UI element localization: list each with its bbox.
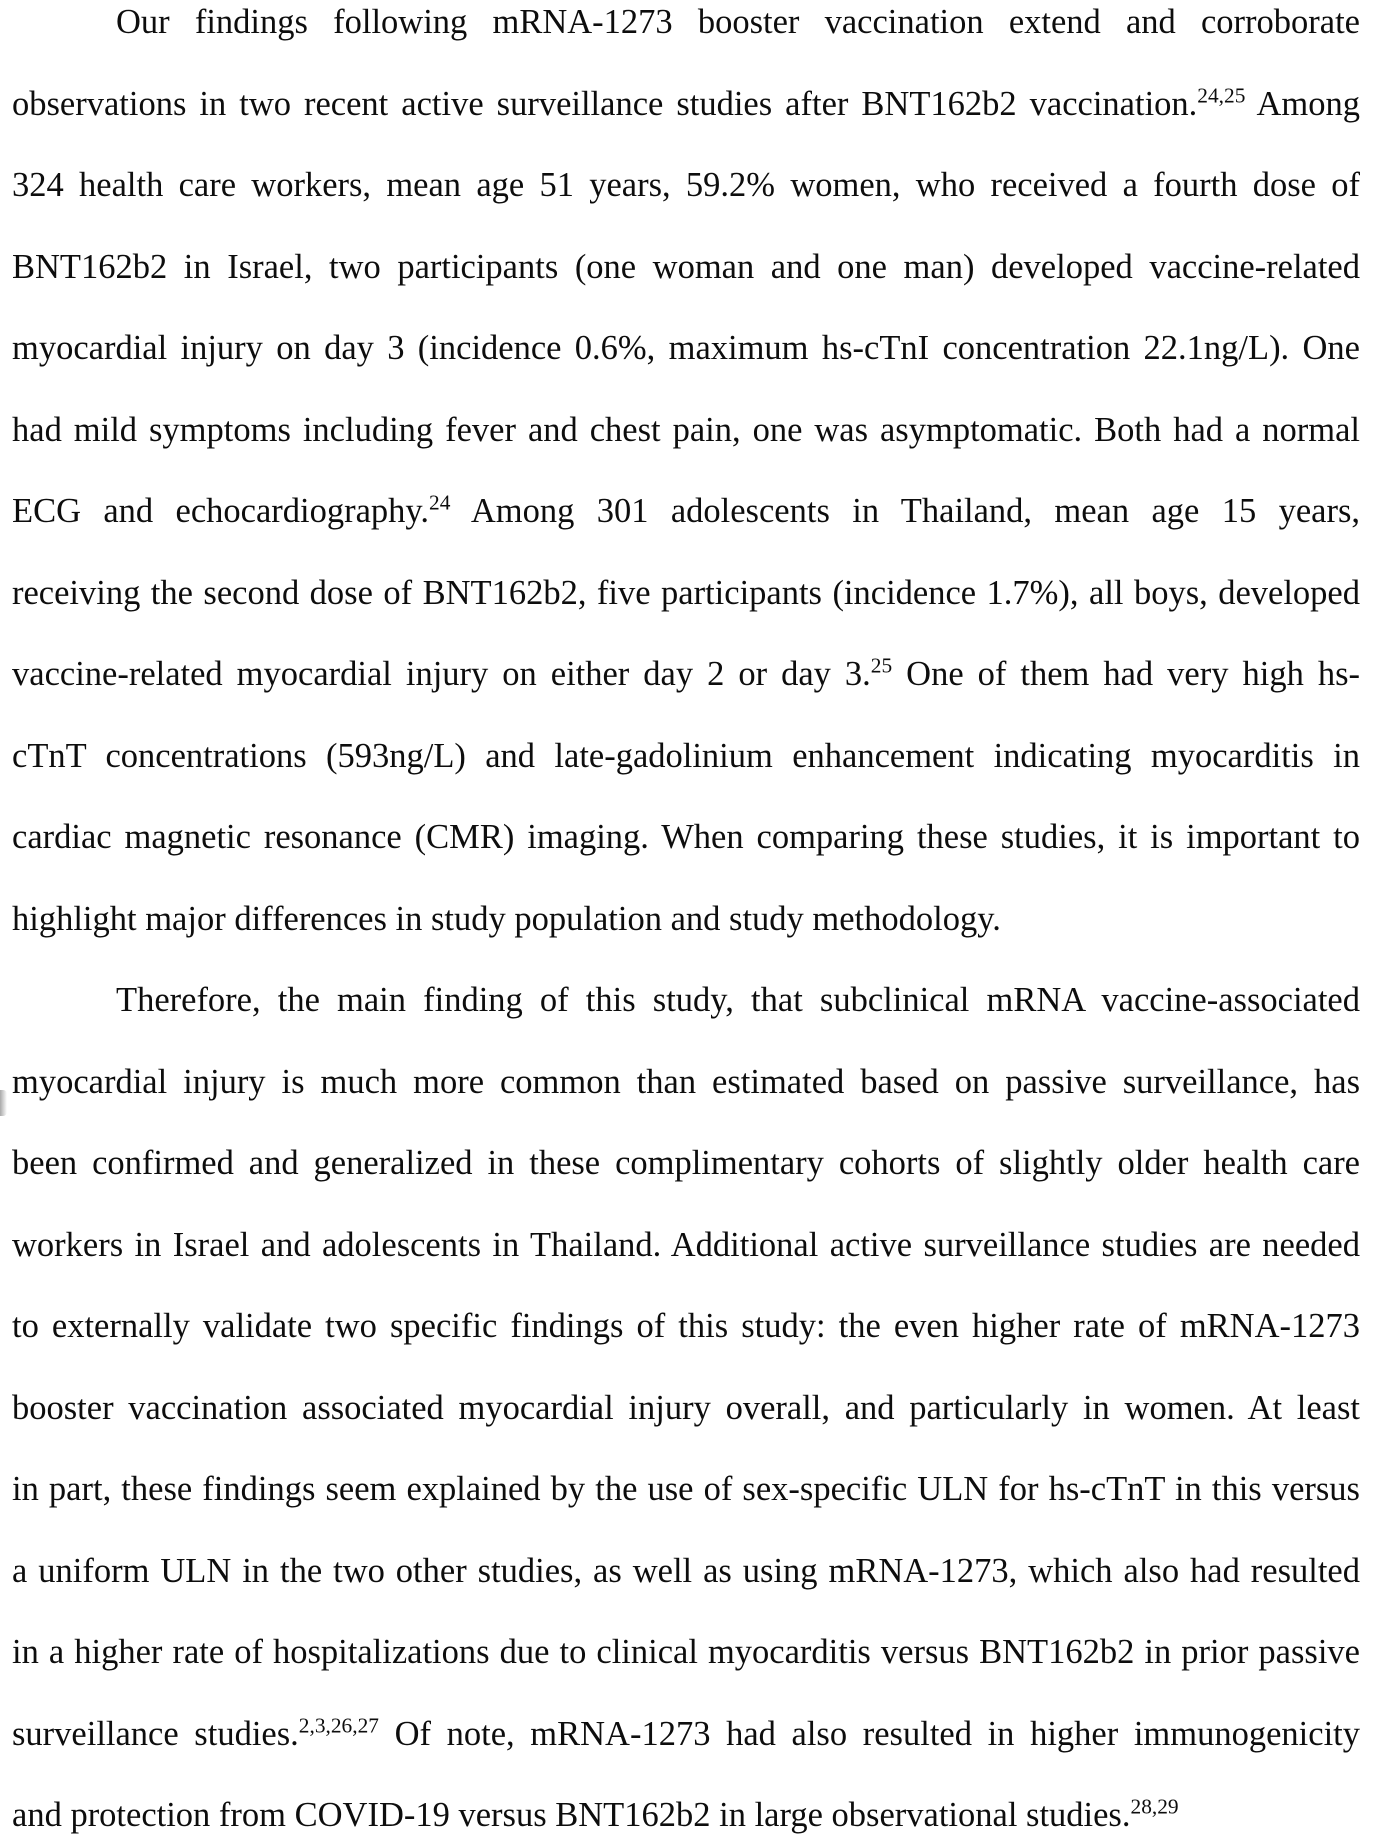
line-text: had mild symptoms including fever and chest pain, one was asymptomatic. Both had a normal [12, 410, 1360, 449]
paragraph-1 [12, 2, 1360, 939]
text-line [12, 247, 1360, 287]
line-text: myocardial injury on day 3 (incidence 0.6%, maximum hs-cTnI concentration 22.1ng/L). One [12, 329, 1360, 367]
text-line [12, 328, 1360, 368]
text-line [12, 2, 1360, 42]
text-line [12, 1632, 1360, 1672]
text-line [12, 84, 1360, 124]
line-text-continuation: One of them had very high hs- [892, 655, 1360, 693]
line-text: receiving the second dose of BNT162b2, five participants (incidence 1.7%), all boys, developed [12, 573, 1360, 612]
line-text: vaccine-related myocardial injury on either day 2 or day 3. [12, 655, 871, 693]
text-line [12, 654, 1360, 694]
citation-superscript: 24 [429, 490, 451, 515]
text-line [12, 165, 1360, 205]
line-text: 324 health care workers, mean age 51 years, 59.2% women, who received a fourth dose of [12, 166, 1360, 204]
line-text: myocardial injury is much more common than estimated based on passive surveillance, has [12, 1062, 1360, 1101]
line-text: in a higher rate of hospitalizations due to clinical myocarditis versus BNT162b2 in prior passive [12, 1633, 1360, 1671]
text-line [12, 1225, 1360, 1265]
line-text: been confirmed and generalized in these complimentary cohorts of slightly older health care [12, 1144, 1360, 1182]
text-line [12, 1551, 1360, 1591]
line-text-continuation: Among [1245, 84, 1360, 123]
text-line [12, 899, 1360, 939]
text-line [12, 1062, 1360, 1102]
line-text: surveillance studies. [12, 1714, 299, 1753]
text-line [12, 1388, 1360, 1428]
line-text: cardiac magnetic resonance (CMR) imaging. When comparing these studies, it is important to [12, 818, 1360, 856]
paragraph-2 [12, 980, 1360, 1835]
scan-artifact [0, 1090, 7, 1116]
text-line [12, 410, 1360, 450]
text-line [12, 491, 1360, 531]
line-text: cTnT concentrations (593ng/L) and late-gadolinium enhancement indicating myocarditis in [12, 736, 1360, 775]
text-line [12, 1714, 1360, 1754]
text-line [12, 573, 1360, 613]
citation-superscript: 24,25 [1197, 83, 1246, 107]
text-line [12, 817, 1360, 857]
line-text: Therefore, the main finding of this study, that subclinical mRNA vaccine-associated [116, 981, 1360, 1019]
line-text: Our findings following mRNA-1273 booster vaccination extend and corroborate [116, 3, 1360, 41]
line-text: a uniform ULN in the two other studies, as well as using mRNA-1273, which also had resulted [12, 1551, 1360, 1590]
line-text: workers in Israel and adolescents in Thailand. Additional active surveillance studies are needed [12, 1225, 1360, 1264]
line-text: booster vaccination associated myocardial injury overall, and particularly in women. At least [12, 1388, 1360, 1427]
text-line [12, 736, 1360, 776]
line-text-continuation: Of note, mRNA-1273 had also resulted in higher immunogenicity [378, 1714, 1360, 1753]
line-text: and protection from COVID-19 versus BNT162b2 in large observational studies. [12, 1796, 1131, 1834]
text-line [12, 980, 1360, 1020]
line-text: BNT162b2 in Israel, two participants (one woman and one man) developed vaccine-related [12, 247, 1360, 286]
line-text: highlight major differences in study population and study methodology. [12, 899, 1001, 938]
line-text: to externally validate two specific findings of this study: the even higher rate of mRNA-1273 [12, 1307, 1360, 1345]
line-text: ECG and echocardiography. [12, 492, 430, 530]
line-text: observations in two recent active surveillance studies after BNT162b2 vaccination. [12, 84, 1198, 123]
text-line [12, 1795, 1360, 1835]
line-text-continuation: Among 301 adolescents in Thailand, mean age 15 years, [450, 492, 1360, 530]
document-page [12, 2, 1360, 1835]
text-line [12, 1469, 1360, 1509]
citation-superscript: 25 [870, 653, 893, 678]
text-line [12, 1306, 1360, 1346]
citation-superscript: 28,29 [1130, 1794, 1179, 1819]
citation-superscript: 2,3,26,27 [298, 1713, 379, 1737]
line-text: in part, these findings seem explained by the use of sex-specific ULN for hs-cTnT in this versus [12, 1470, 1360, 1508]
text-line [12, 1143, 1360, 1183]
